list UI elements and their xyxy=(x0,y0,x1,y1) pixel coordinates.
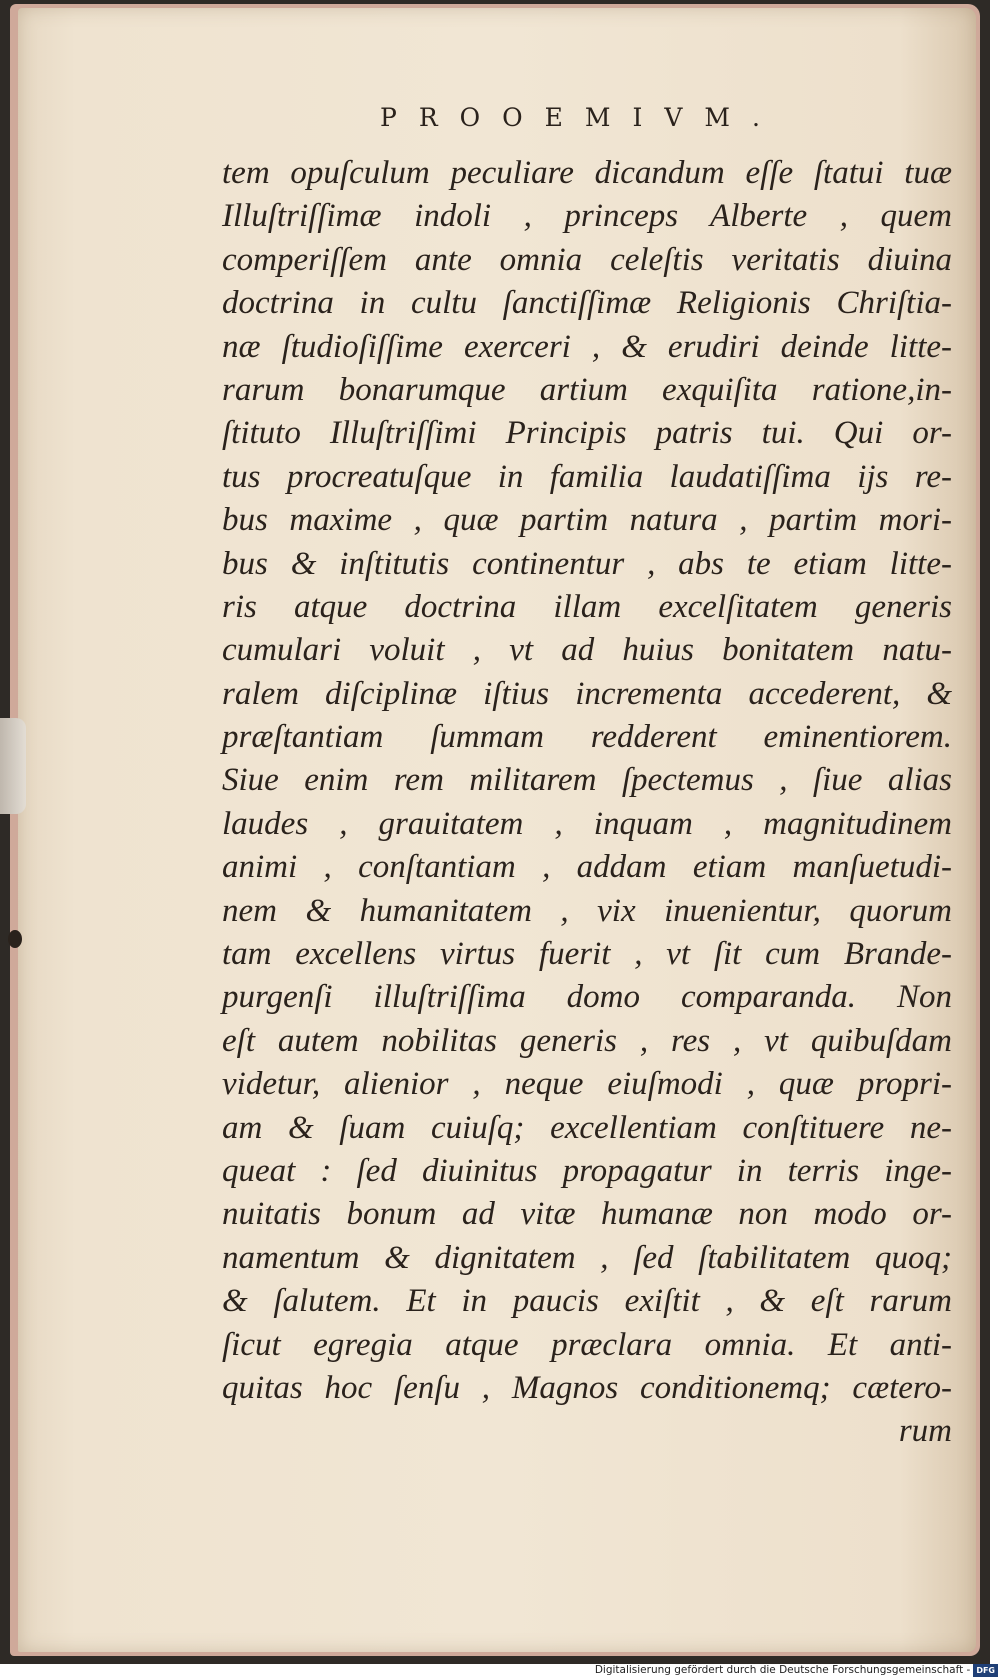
text-line: ris atque doctrina illam excelſitatem generis xyxy=(222,588,952,625)
text-line: Illuſtriſſimæ indoli , princeps Alberte , quem xyxy=(222,198,952,235)
text-line: bus & inſtitutis continentur , abs te etiam litte- xyxy=(222,545,952,582)
text-line: namentum & dignitatem , ſed ſtabilitatem quoq; xyxy=(222,1239,952,1276)
text-line: purgenſi illuſtriſſima domo comparanda. Non xyxy=(222,979,952,1016)
text-line: tus procreatuſque in familia laudatiſſima ijs re- xyxy=(222,458,952,495)
text-line: laudes , grauitatem , inquam , magnitudinem xyxy=(222,805,952,842)
text-line: queat : ſed diuinitus propagatur in terris inge- xyxy=(222,1152,952,1189)
credit-text: Digitalisierung gefördert durch die Deutsche Forschungsgemeinschaft - xyxy=(594,1664,971,1676)
text-line: eſt autem nobilitas generis , res , vt quibuſdam xyxy=(222,1022,952,1059)
text-line: & ſalutem. Et in paucis exiſtit , & eſt rarum xyxy=(222,1283,952,1320)
ink-blot xyxy=(8,930,22,948)
text-line: tam excellens virtus fuerit , vt ſit cum Brande- xyxy=(222,936,952,973)
text-line: comperiſſem ante omnia celeſtis veritatis diuina xyxy=(222,241,952,278)
text-line: animi , conſtantiam , addam etiam manſuetudi- xyxy=(222,849,952,886)
text-line: nem & humanitatem , vix inuenientur, quorum xyxy=(222,892,952,929)
text-line: præſtantiam ſummam redderent eminentiorem. xyxy=(222,719,952,756)
text-line: am & ſuam cuiuſq; excellentiam conſtituere ne- xyxy=(222,1109,952,1146)
text-line: ſtituto Illuſtriſſimi Principis patris tui. Qui or- xyxy=(222,415,952,452)
text-line: nuitatis bonum ad vitæ humanæ non modo or- xyxy=(222,1196,952,1233)
text-line: tem opuſculum peculiare dicandum eſſe ſtatui tuæ xyxy=(222,155,952,191)
text-line: videtur, alienior , neque eiuſmodi , quæ propri- xyxy=(222,1066,952,1103)
text-line: cumulari voluit , vt ad huius bonitatem natu- xyxy=(222,632,952,669)
dfg-logo: DFG xyxy=(973,1664,998,1677)
catchword: rum xyxy=(898,1413,952,1450)
body-text xyxy=(222,152,952,1454)
text-line: rarum bonarumque artium exquiſita ratione,in- xyxy=(222,371,952,408)
running-header: PROOEMIVM. xyxy=(380,103,782,132)
digitization-credit xyxy=(595,1662,998,1678)
text-line: bus maxime , quæ partim natura , partim mori- xyxy=(222,502,952,539)
binding-tab xyxy=(0,718,26,814)
text-line: ralem diſciplinæ iſtius incrementa accederent, & xyxy=(222,675,952,712)
text-line: doctrina in cultu ſanctiſſimæ Religionis Chriſtia- xyxy=(222,285,952,322)
text-line: Siue enim rem militarem ſpectemus , ſiue alias xyxy=(222,762,952,799)
text-line: ſicut egregia atque præclara omnia. Et anti- xyxy=(222,1326,952,1363)
text-line: quitas hoc ſenſu , Magnos conditionemq; cætero- xyxy=(222,1369,952,1406)
text-line: næ ſtudioſiſſime exerceri , & erudiri deinde litte- xyxy=(222,328,952,365)
